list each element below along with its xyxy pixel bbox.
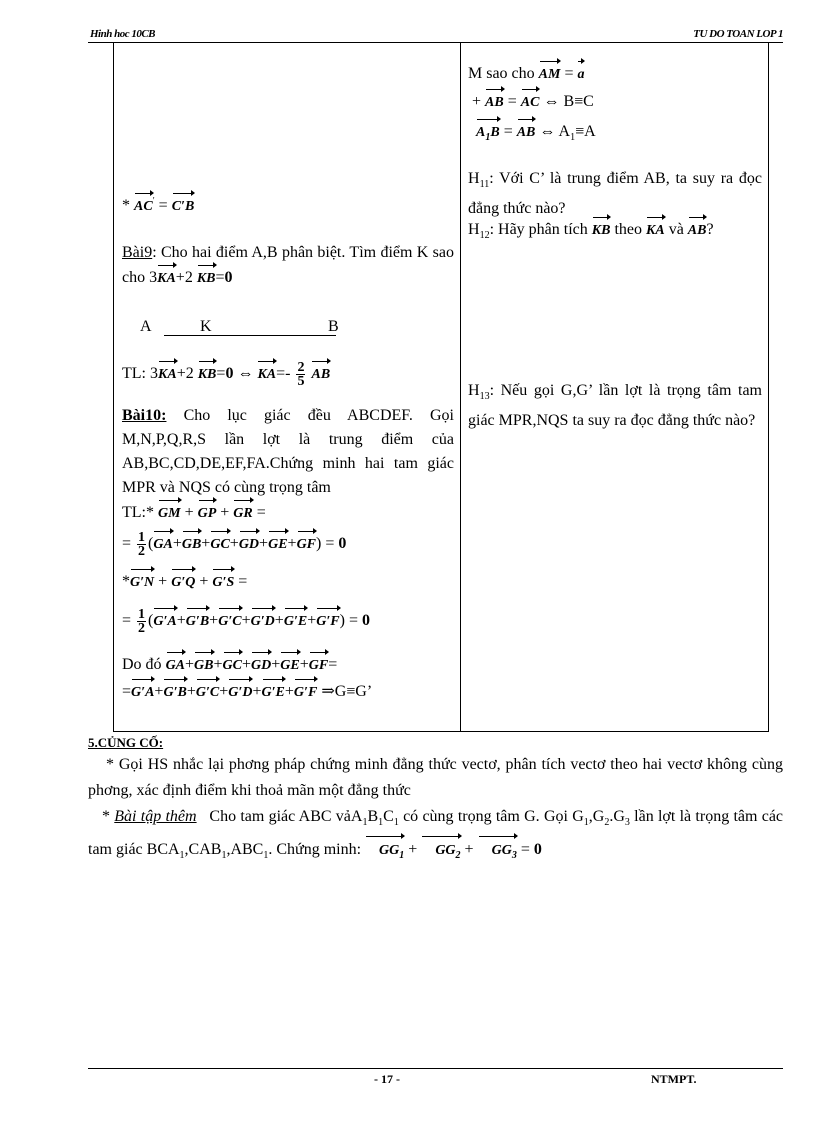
tl10-e: Do đó GA+GB+GC+GD+GE+GF= xyxy=(122,652,337,678)
bai9-label: Bài9 xyxy=(122,244,153,261)
header-right: TU DO TOAN LOP 1 xyxy=(693,28,783,40)
h11: $H_{11}$: Với C’ là trung điểm AB, ta suy ra đọc đẳng thức nào? xyxy=(468,170,762,218)
column-divider xyxy=(460,43,461,731)
page-header xyxy=(88,28,783,43)
bai10-text: Cho lục giác đều ABCDEF. Gọi M,N,P,Q,R,S lần lợt là trung điểm của AB,BC,CD,DE,EF,FA.Chứng minh hai tam giác MPR và NQS có cùng trọng tâm xyxy=(122,407,454,496)
eq-ac-block xyxy=(122,189,454,219)
tl10-b: = $\frac{1}{2}$ (GA+GB+GC+GD+GE+GF) = 0 xyxy=(122,530,347,559)
r2: + AB = AC ⇔ B≡C xyxy=(472,89,594,115)
header-left: Hinh hoc 10CB xyxy=(90,28,156,40)
tl10-a: TL:* GM + GP + GR = xyxy=(122,500,266,526)
bai10-label: Bài10: xyxy=(122,407,167,424)
section-5-p1: * Gọi HS nhắc lại phơng pháp chứng minh đẳng thức vectơ, phân tích vectơ theo hai vectơ không cùng phơng, xác định điểm khi thoả mãn một đẳng thức xyxy=(88,756,783,799)
bai9-block: Bài9: Cho hai điểm A,B phân biệt. Tìm điểm K sao cho 3KA+2 KB=0 xyxy=(122,241,454,291)
eq-ac: * AC′ = C′B xyxy=(122,197,194,214)
tl10-d: = $\frac{1}{2}$ (G′A+G′B+G′C+G′D+G′E+G′F) = 0 xyxy=(122,607,370,636)
tl10-c: *G′N + G′Q + G′S = xyxy=(122,569,247,595)
extra-label: Bài tập thêm xyxy=(114,808,197,825)
tl9: TL: 3KA+2 KB=0 ⇔ KA=- $\frac{2}{5}$ AB xyxy=(122,360,331,389)
point-a-label: A xyxy=(140,318,152,335)
content-table xyxy=(113,42,769,732)
r1: M sao cho AM = a xyxy=(468,61,584,87)
h12: $H_{12}$: Hãy phân tích KB theo KA và AB? xyxy=(468,217,762,248)
tl10-f: =G′A+G′B+G′C+G′D+G′E+G′F ⇒G≡G’ xyxy=(122,679,372,705)
segment-line xyxy=(164,335,336,336)
r3: $A_1B$ = AB ⇔ $A_1\equiv A$ xyxy=(476,119,596,150)
section-5-title: 5.CỦNG CỐ: xyxy=(88,735,164,750)
bai10-block xyxy=(122,404,454,500)
page-footer xyxy=(88,1068,783,1086)
page-number: - 17 - xyxy=(374,1072,400,1086)
author: NTMPT. xyxy=(651,1072,697,1086)
point-b-label: B xyxy=(328,318,339,335)
point-k-label: K xyxy=(200,318,212,335)
h13: $H_{13}$: Nếu gọi G,G’ lần lợt là trọng tâm tam giác MPR,NQS ta suy ra đọc đẳng thức nào? xyxy=(468,382,762,430)
section-5 xyxy=(88,734,783,869)
section-5-p2: * Bài tập thêm Cho tam giác ABC $vảA_1B_1C_1$ có cùng trọng tâm G. Gọi $G_1,G_2.G_3$ lần lợt là trọng tâm các tam giác $BCA_1,CAB_1,ABC_1$. Chứng minh: $GG_1 + GG_2 + GG_3 = 0$ xyxy=(88,804,783,869)
